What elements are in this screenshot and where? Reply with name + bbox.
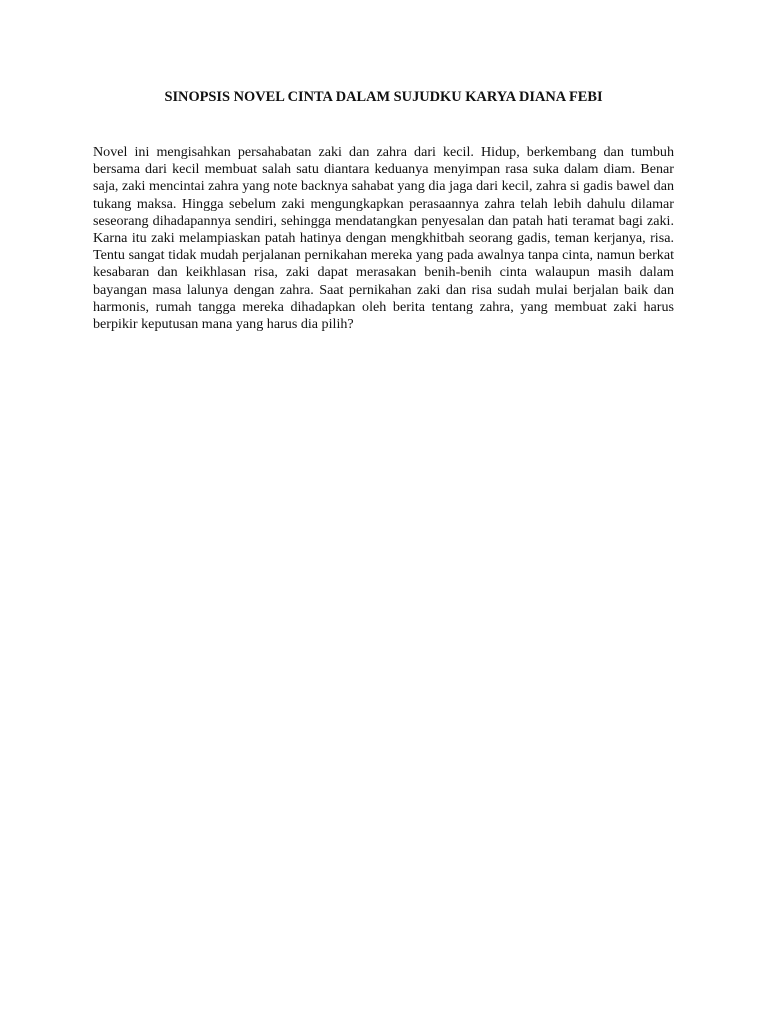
synopsis-paragraph: Novel ini mengisahkan persahabatan zaki dan zahra dari kecil. Hidup, berkembang dan tumbuh bersama dari kecil membuat salah satu diantara keduanya menyimpan rasa suka dalam diam. Benar saja, zaki mencintai zahra yang note backnya sahabat yang dia jaga dari kecil, zahra si gadis bawel dan tukang maksa. Hingga sebelum zaki mengungkapkan perasaannya zahra telah lebih dahulu dilamar seseorang dihadapannya sendiri, sehingga mendatangkan penyesalan dan patah hati teramat bagi zaki. Karna itu zaki melampiaskan patah hatinya dengan mengkhitbah seorang gadis, teman kerjanya, risa. Tentu sangat tidak mudah perjalanan pernikahan mereka yang pada awalnya tanpa cinta, namun berkat kesabaran dan keikhlasan risa, zaki dapat merasakan benih-benih cinta walaupun masih dalam bayangan masa lalunya dengan zahra. Saat pernikahan zaki dan risa sudah mulai berjalan baik dan harmonis, rumah tangga mereka dihadapkan oleh berita tentang zahra, yang membuat zaki harus berpikir keputusan mana yang harus dia pilih? <box>93 144 674 333</box>
document-title: SINOPSIS NOVEL CINTA DALAM SUJUDKU KARYA DIANA FEBI <box>164 89 603 105</box>
